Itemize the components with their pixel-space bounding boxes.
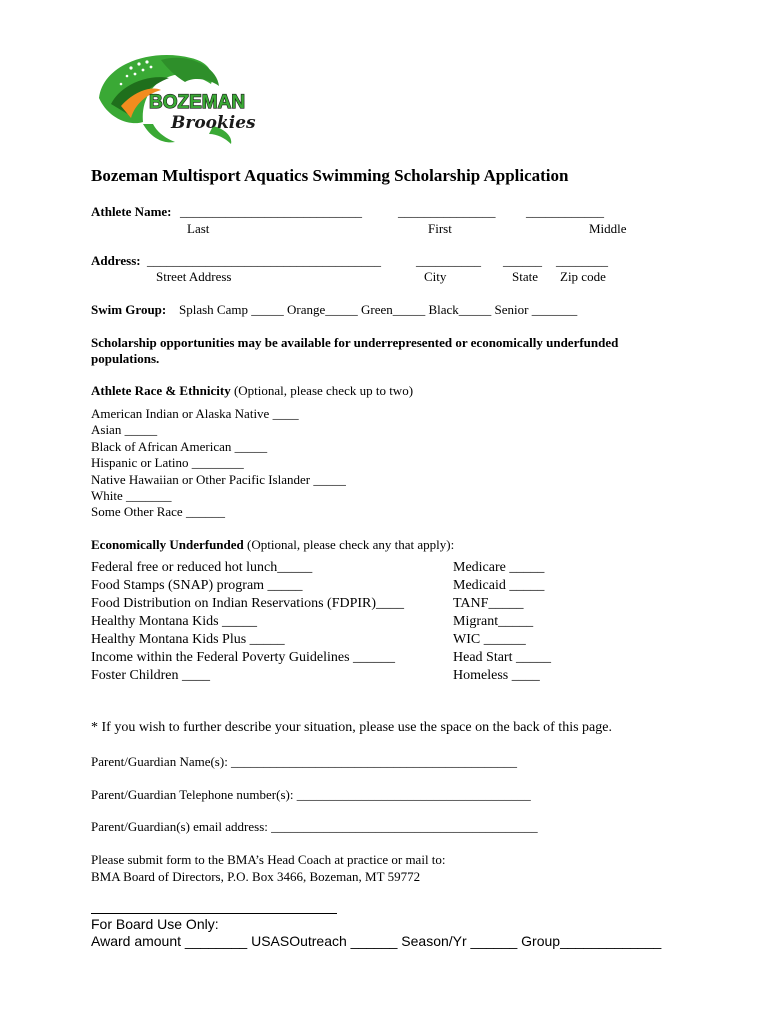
athlete-name-label: Athlete Name: [91, 204, 172, 219]
economic-option[interactable]: Medicare _____ [453, 560, 545, 575]
street-address-caption: Street Address [156, 269, 232, 284]
bozeman-brookies-logo [91, 46, 256, 148]
economic-option[interactable]: Healthy Montana Kids Plus _____ [91, 632, 285, 647]
address-label: Address: [91, 253, 141, 268]
race-ethnicity-heading: Athlete Race & Ethnicity [91, 383, 231, 398]
race-option[interactable]: White _______ [91, 488, 172, 504]
economic-option[interactable]: Homeless ____ [453, 668, 540, 683]
submit-instructions-line2: BMA Board of Directors, P.O. Box 3466, Bozeman, MT 59772 [91, 869, 421, 884]
race-ethnicity-heading-row [91, 383, 413, 399]
state-line[interactable]: ______ [503, 253, 542, 268]
swim-group-options[interactable]: Splash Camp _____ Orange_____ Green_____ Black_____ Senior _______ [179, 302, 578, 317]
athlete-middle-name-line[interactable]: ____________ [526, 204, 604, 219]
economic-left-list [91, 559, 404, 685]
state-caption: State [512, 269, 538, 284]
last-name-caption: Last [187, 221, 210, 236]
economic-option[interactable]: Food Stamps (SNAP) program _____ [91, 578, 303, 593]
guardian-phone-field[interactable]: Parent/Guardian Telephone number(s): ____________________________________ [91, 787, 531, 802]
submit-instructions-line1: Please submit form to the BMA’s Head Coach at practice or mail to: [91, 852, 446, 867]
zip-code-caption: Zip code [560, 269, 606, 284]
first-name-caption: First [428, 221, 452, 236]
city-line[interactable]: __________ [416, 253, 481, 268]
scholarship-note: Scholarship opportunities may be available for underrepresented or economically underfunded populations. [91, 335, 619, 366]
board-use-divider [91, 913, 337, 914]
athlete-first-name-line[interactable]: _______________ [398, 204, 496, 219]
economic-option[interactable]: Federal free or reduced hot lunch_____ [91, 560, 313, 575]
logo-text-line2: Brookies [171, 113, 256, 133]
race-option[interactable]: American Indian or Alaska Native ____ [91, 406, 299, 421]
city-caption: City [424, 269, 447, 284]
economic-heading: Economically Underfunded [91, 537, 244, 552]
economic-option[interactable]: Foster Children ____ [91, 668, 210, 683]
street-address-line[interactable]: ____________________________________ [147, 253, 381, 268]
board-use-heading: For Board Use Only: [91, 916, 219, 932]
economic-option[interactable]: WIC ______ [453, 632, 526, 647]
race-option[interactable]: Native Hawaiian or Other Pacific Islander _____ [91, 471, 346, 487]
race-ethnicity-note: (Optional, please check up to two) [233, 383, 414, 398]
zip-code-line[interactable]: ________ [556, 253, 608, 268]
race-option[interactable]: Asian _____ [91, 422, 158, 438]
economic-option[interactable]: Medicaid _____ [453, 578, 545, 593]
logo-text-line1: BOZEMAN [149, 92, 246, 113]
economic-heading-row [91, 537, 454, 553]
race-option[interactable]: Hispanic or Latino ________ [91, 455, 244, 471]
economic-option[interactable]: Healthy Montana Kids _____ [91, 614, 258, 629]
economic-note: (Optional, please check any that apply): [247, 537, 455, 552]
race-ethnicity-list [91, 406, 346, 521]
economic-option[interactable]: Food Distribution on Indian Reservations (FDPIR)____ [91, 596, 405, 611]
describe-situation-note: * If you wish to further describe your situation, please use the space on the back of this page. [91, 720, 612, 735]
guardian-name-field[interactable]: Parent/Guardian Name(s): ____________________________________________ [91, 754, 518, 769]
swim-group-label: Swim Group: [91, 302, 167, 317]
economic-right-list [453, 559, 551, 685]
economic-option[interactable]: TANF_____ [453, 596, 524, 611]
economic-option[interactable]: Income within the Federal Poverty Guidelines ______ [91, 650, 396, 665]
board-use-fields[interactable]: Award amount ________ USASOutreach ______ Season/Yr ______ Group_____________ [91, 933, 662, 949]
race-option[interactable]: Black of African American _____ [91, 438, 268, 454]
guardian-email-field[interactable]: Parent/Guardian(s) email address: _________________________________________ [91, 819, 538, 834]
middle-name-caption: Middle [589, 221, 627, 236]
economic-option[interactable]: Head Start _____ [453, 650, 551, 665]
race-option[interactable]: Some Other Race ______ [91, 504, 225, 520]
page-title: Bozeman Multisport Aquatics Swimming Scholarship Application [91, 166, 569, 185]
athlete-last-name-line[interactable]: ____________________________ [180, 204, 362, 219]
economic-option[interactable]: Migrant_____ [453, 614, 534, 629]
